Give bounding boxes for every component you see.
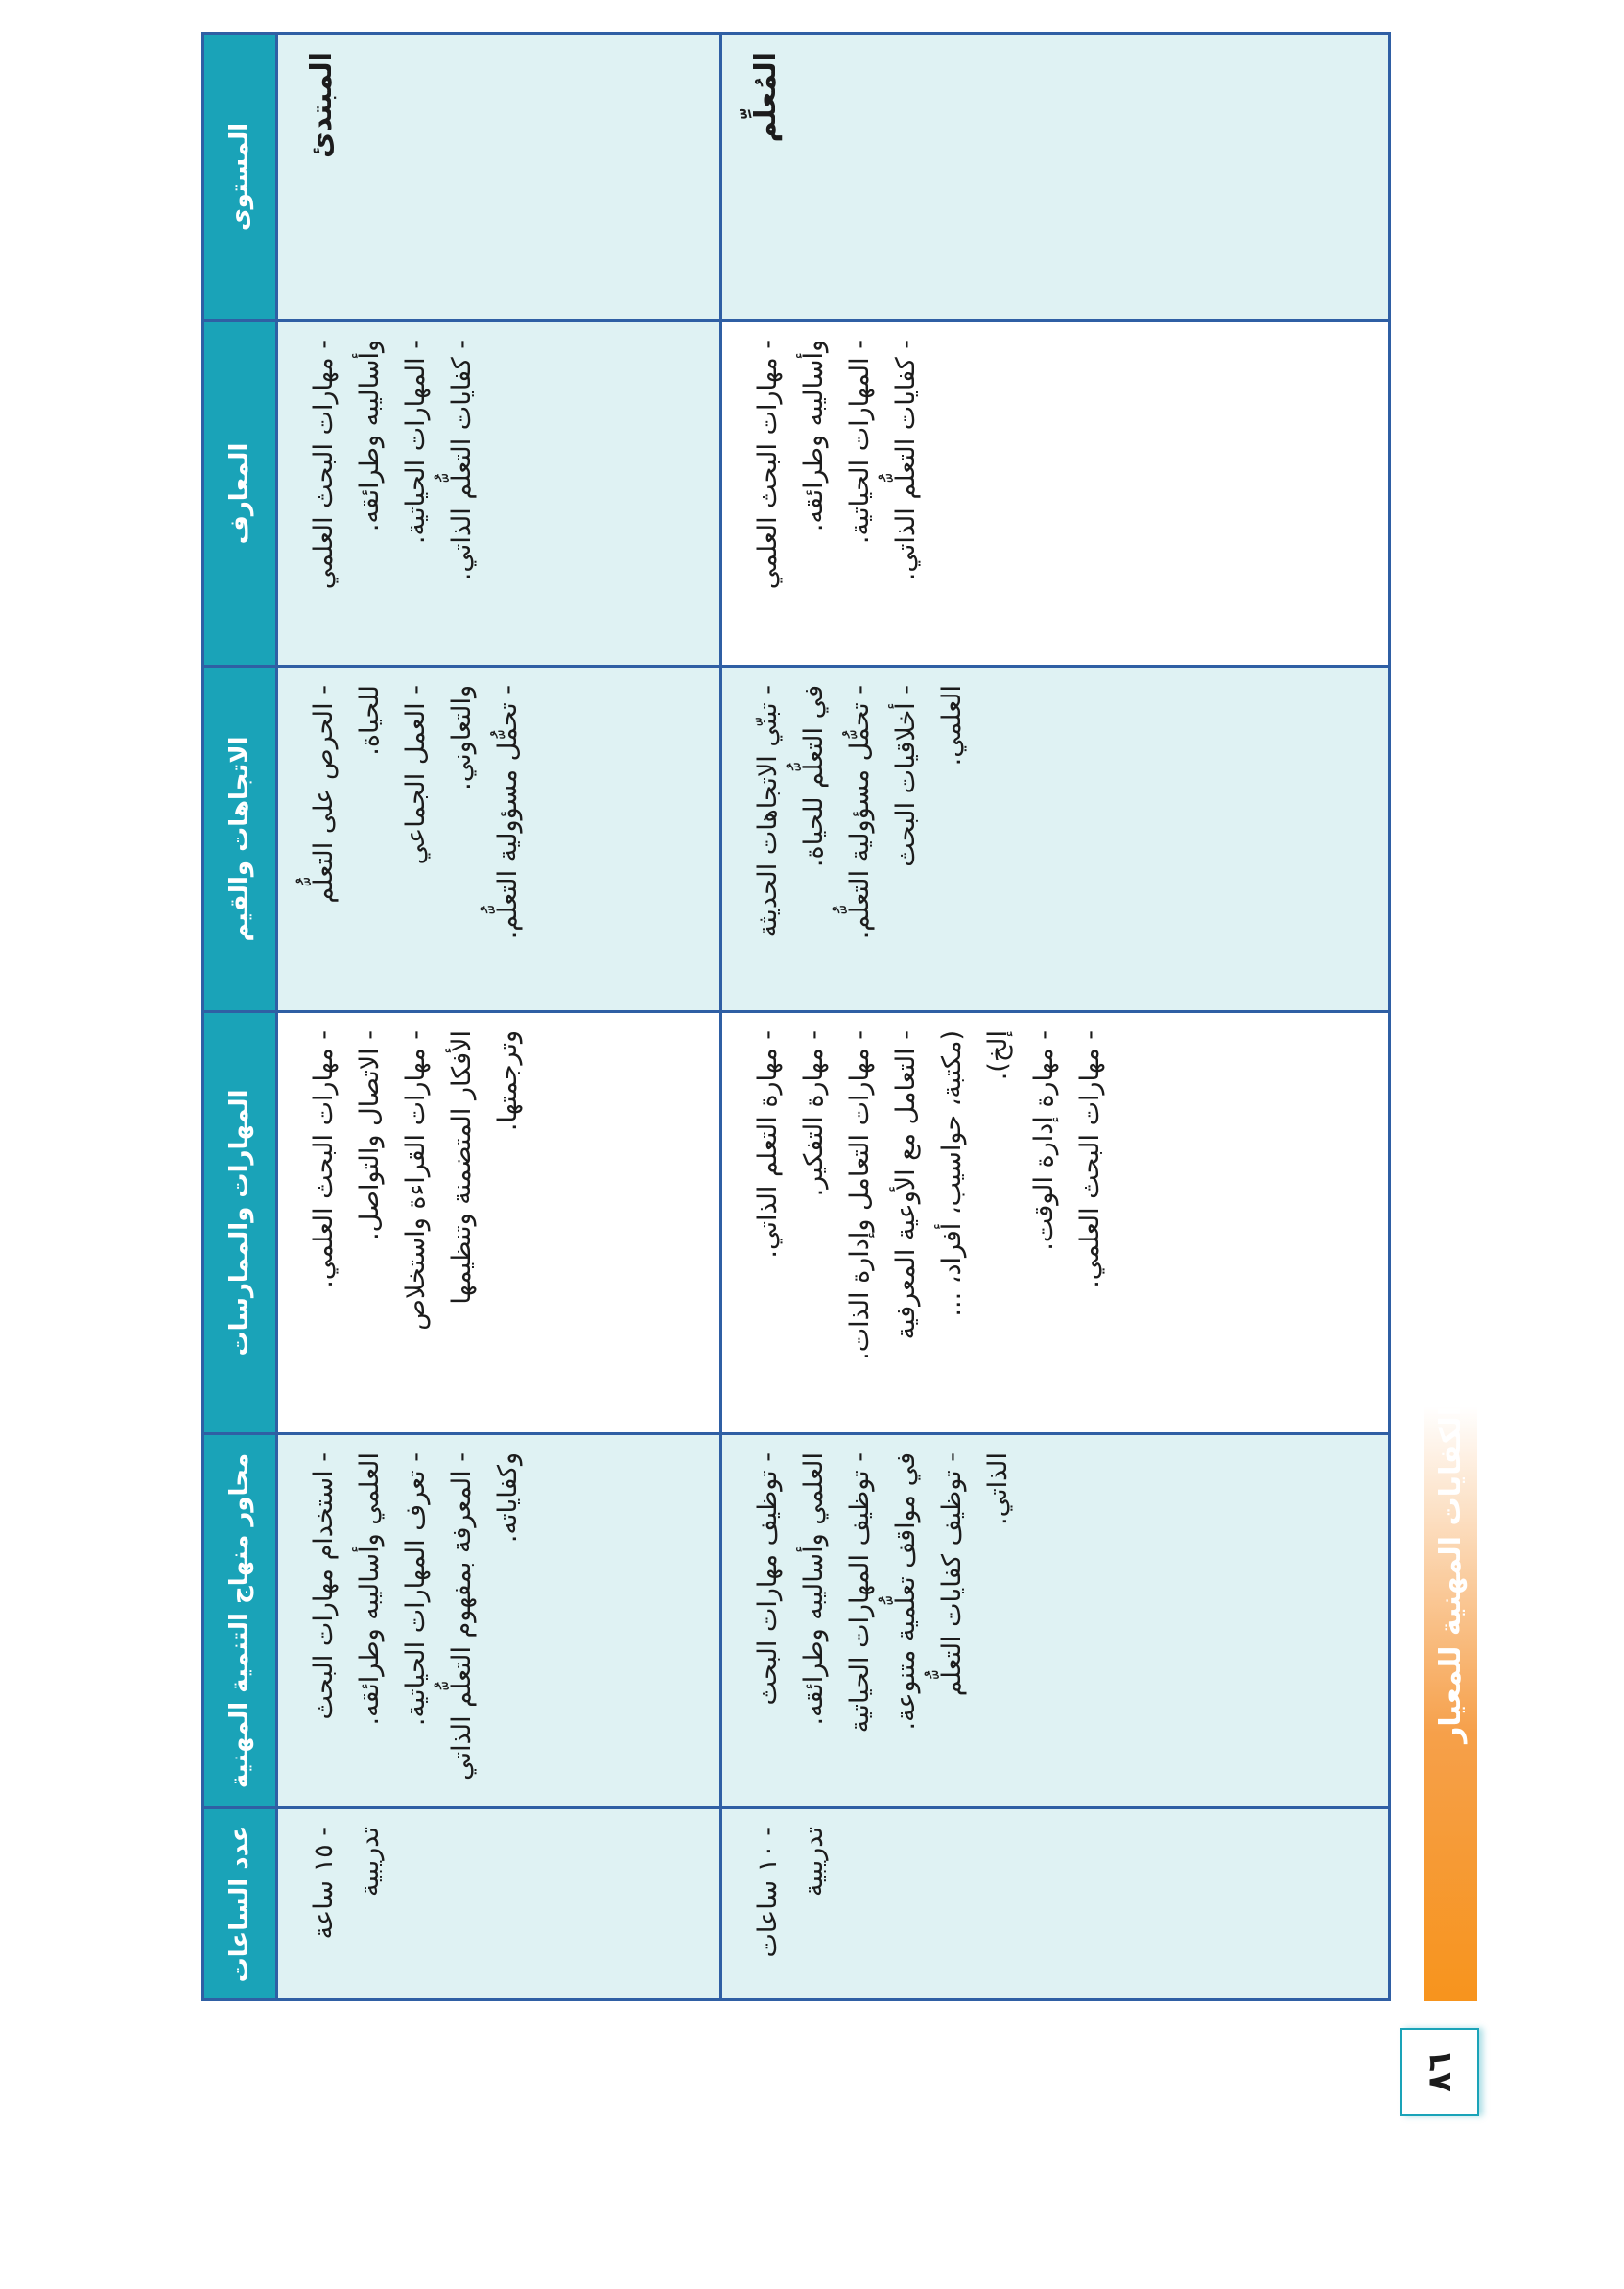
cell-line: - ١٥ ساعة bbox=[309, 1827, 339, 1940]
cell-line: - المعرفة بمفهوم التعلُّم الذاتي bbox=[447, 1452, 477, 1781]
cell-line: - مهارة التفكير. bbox=[799, 1030, 830, 1197]
cell-line: - تحمُّل مسؤولية التعلُّم. bbox=[493, 685, 523, 940]
cell-hours bbox=[277, 1808, 721, 2000]
cell-line: - المهارات الحياتية. bbox=[845, 340, 876, 545]
header-hours: عدد الساعات bbox=[203, 1808, 277, 2000]
cell-level bbox=[721, 34, 1390, 321]
cell-line: وكفاياته. bbox=[493, 1452, 523, 1544]
cell-line: - أخلاقيات البحث bbox=[891, 685, 922, 867]
competencies-table bbox=[201, 32, 1391, 2001]
level-name: المُعلِّم bbox=[749, 52, 784, 143]
page-number: ٨٦ bbox=[1421, 2052, 1459, 2092]
cell-axes bbox=[277, 1434, 721, 1808]
header-axes: محاور منهاج التنمية المهنية bbox=[203, 1434, 277, 1808]
cell-line: - تبنّي الاتجاهات الحديثة bbox=[753, 685, 784, 938]
header-knowledge: المعارف bbox=[203, 321, 277, 667]
cell-line: - مهارات البحث العلمي bbox=[309, 340, 339, 590]
cell-line: - كفايات التعلُّم الذاتي. bbox=[891, 340, 922, 581]
cell-attitudes bbox=[277, 667, 721, 1012]
competencies-table-wrap bbox=[201, 52, 1391, 2001]
banner-title: الكفايات المهنية للمعيار bbox=[1433, 1406, 1468, 1743]
cell-line: - مهارات البحث العلمي. bbox=[309, 1030, 339, 1288]
header-skills: المهارات والممارسات bbox=[203, 1012, 277, 1434]
cell-line: - مهارات البحث العلمي bbox=[753, 340, 784, 590]
cell-knowledge bbox=[277, 321, 721, 667]
cell-skills bbox=[721, 1012, 1390, 1434]
cell-line: - تعرف المهارات الحياتية. bbox=[401, 1452, 431, 1727]
cell-line: وأساليبه وطرائقه. bbox=[355, 340, 385, 532]
cell-line: العلمي وأساليبه وطرائقه. bbox=[355, 1452, 385, 1726]
cell-line: - ١٠ ساعات bbox=[753, 1827, 784, 1958]
cell-knowledge bbox=[721, 321, 1390, 667]
cell-line: - توظيف مهارات البحث bbox=[753, 1452, 784, 1706]
cell-skills bbox=[277, 1012, 721, 1434]
level-name: المبتدئ bbox=[305, 52, 339, 158]
cell-hours bbox=[721, 1808, 1390, 2000]
cell-line: تدريبية bbox=[799, 1827, 830, 1898]
cell-axes bbox=[721, 1434, 1390, 1808]
cell-line: - توظيف كفايات التعلُّم bbox=[937, 1452, 968, 1697]
cell-line: - مهارة التعلم الذاتي. bbox=[753, 1030, 784, 1259]
table-row bbox=[721, 34, 1390, 2000]
cell-line: الذاتي. bbox=[983, 1452, 1014, 1526]
header-attitudes: الاتجاهات والقيم bbox=[203, 667, 277, 1012]
cell-line: - التعامل مع الأوعية المعرفية bbox=[891, 1030, 922, 1340]
cell-line: - المهارات الحياتية. bbox=[401, 340, 431, 545]
section-banner bbox=[1424, 1406, 1477, 2001]
cell-line: - الحرص على التعلُّم bbox=[309, 685, 339, 904]
cell-line: - مهارات التعامل وإدارة الذات. bbox=[845, 1030, 876, 1360]
cell-line: - الاتصال والتواصل. bbox=[355, 1030, 385, 1240]
cell-line: العلمي وأساليبه وطرائقه. bbox=[799, 1452, 830, 1726]
cell-line: وأساليبه وطرائقه. bbox=[799, 340, 830, 532]
cell-line: - توظيف المهارات الحياتية bbox=[845, 1452, 876, 1734]
cell-line: في مواقف تعلُّمية متنوعة. bbox=[891, 1452, 922, 1731]
header-level: المستوى bbox=[203, 34, 277, 321]
cell-line: - مهارة إدارة الوقت. bbox=[1029, 1030, 1060, 1251]
cell-line: - مهارات القراءة واستخلاص bbox=[401, 1030, 431, 1331]
cell-level bbox=[277, 34, 721, 321]
cell-line: والتعاوني. bbox=[447, 685, 477, 791]
cell-line: - العمل الجماعي bbox=[401, 685, 431, 865]
cell-line: - مهارات البحث العلمي. bbox=[1075, 1030, 1106, 1288]
page-number-box bbox=[1400, 2028, 1479, 2116]
cell-line: إلخ). bbox=[983, 1030, 1014, 1081]
cell-line: تدريبية bbox=[355, 1827, 385, 1898]
cell-line: (مكتبة، حواسيب، أفراد، ... bbox=[937, 1030, 968, 1317]
cell-line: العلمي. bbox=[937, 685, 968, 767]
cell-attitudes bbox=[721, 667, 1390, 1012]
cell-line: وترجمتها. bbox=[493, 1030, 523, 1132]
cell-line: للحياة. bbox=[355, 685, 385, 756]
cell-line: - استخدام مهارات البحث bbox=[309, 1452, 339, 1720]
cell-line: الأفكار المتضمنة وتنظيمها bbox=[447, 1030, 477, 1305]
cell-line: - تحمُّل مسؤولية التعلُّم. bbox=[845, 685, 876, 940]
cell-line: - كفايات التعلُّم الذاتي. bbox=[447, 340, 477, 581]
table-row bbox=[277, 34, 721, 2000]
cell-line: في التعلُّم للحياة. bbox=[799, 685, 830, 868]
table-header-row bbox=[203, 34, 277, 2000]
